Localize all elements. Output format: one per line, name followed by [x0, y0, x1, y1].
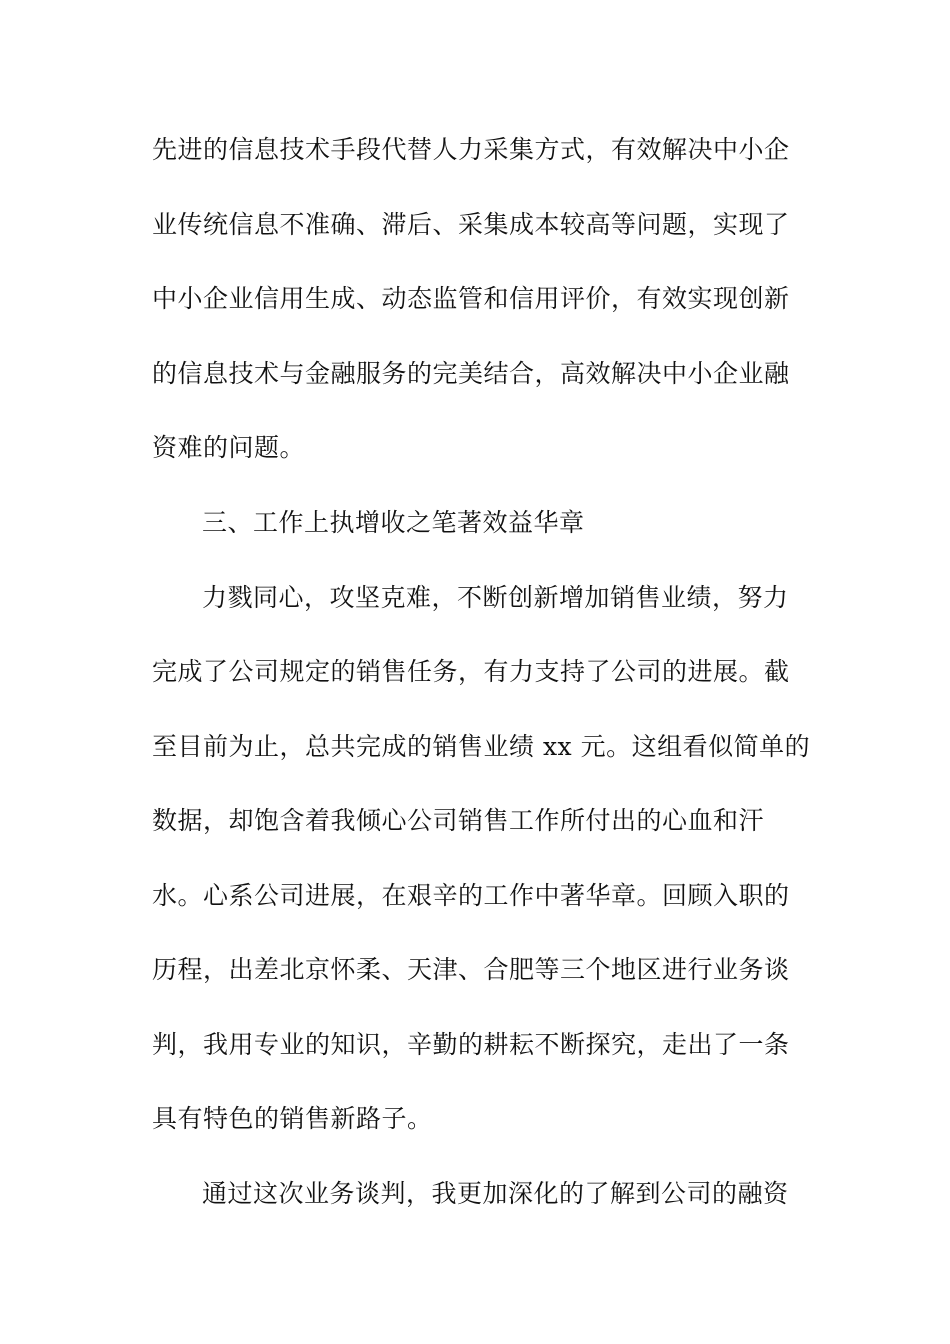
text-line: 完成了公司规定的销售任务，有力支持了公司的进展。截	[152, 657, 790, 686]
text-line: 资难的问题。	[152, 433, 306, 462]
text-line: 数据，却饱含着我倾心公司销售工作所付出的心血和汗	[152, 806, 765, 835]
text-line: 至目前为止，总共完成的销售业绩 xx 元。这组看似简单的	[152, 732, 811, 761]
text-line: 水。心系公司进展，在艰辛的工作中著华章。回顾入职的	[152, 881, 790, 910]
text-line: 力戮同心，攻坚克难，不断创新增加销售业绩，努力	[202, 583, 789, 612]
text-line: 中小企业信用生成、动态监管和信用评价，有效实现创新	[152, 284, 790, 313]
section-heading: 三、工作上执增收之笔著效益华章	[202, 508, 585, 537]
text-line: 判，我用专业的知识，辛勤的耕耘不断探究，走出了一条	[152, 1030, 790, 1059]
text-line: 历程，出差北京怀柔、天津、合肥等三个地区进行业务谈	[152, 955, 790, 984]
text-line: 的信息技术与金融服务的完美结合，高效解决中小企业融	[152, 359, 790, 388]
text-line: 具有特色的销售新路子。	[152, 1104, 433, 1133]
text-line: 先进的信息技术手段代替人力采集方式，有效解决中小企	[152, 135, 790, 164]
text-line: 业传统信息不准确、滞后、采集成本较高等问题，实现了	[152, 210, 790, 239]
text-line: 通过这次业务谈判，我更加深化的了解到公司的融资	[202, 1179, 789, 1208]
